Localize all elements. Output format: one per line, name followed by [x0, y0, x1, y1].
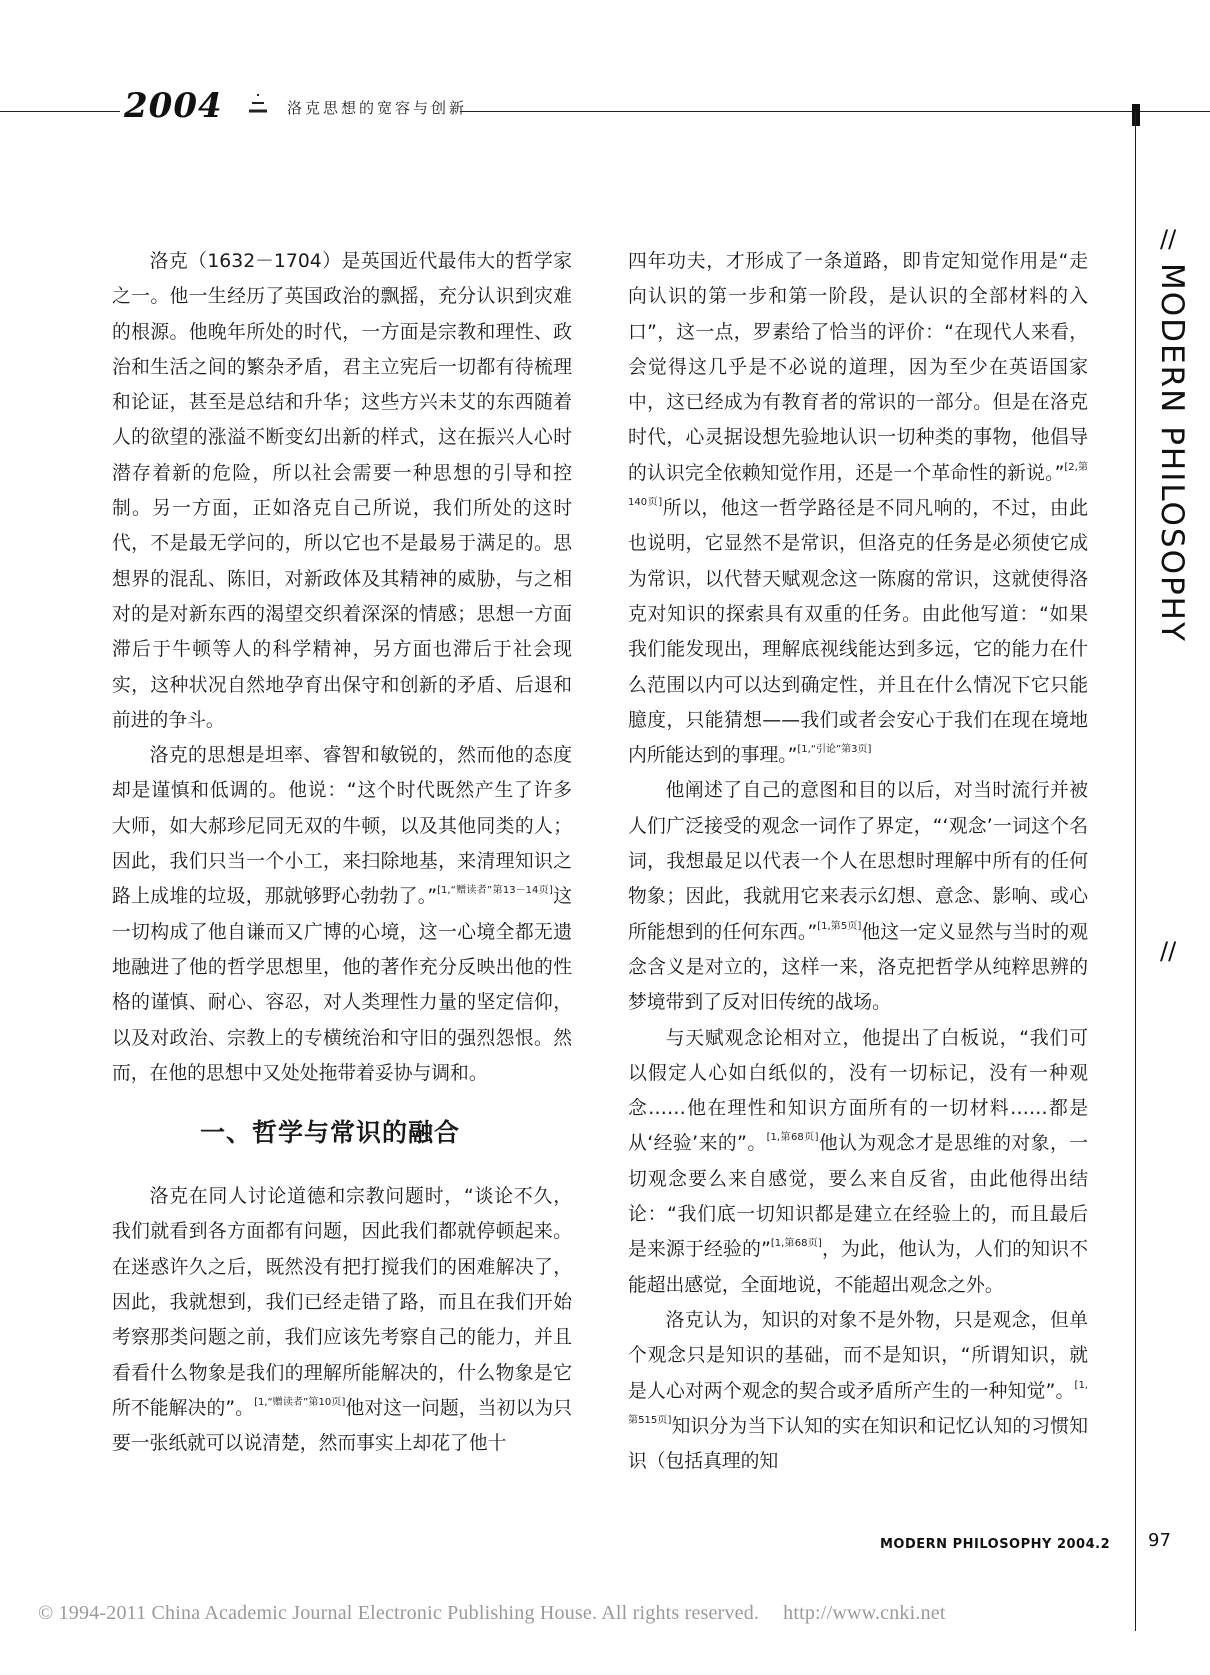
side-journal-name: MODERN PHILOSOPHY	[1154, 263, 1190, 643]
paragraph-continued	[628, 244, 1088, 773]
header-rule-right	[460, 111, 1210, 112]
header-article-title: 洛克思想的宽容与创新	[287, 99, 468, 117]
citation: [1,第515页]	[628, 1379, 1088, 1426]
left-column	[112, 244, 572, 1462]
copyright-notice	[38, 1602, 946, 1625]
header-ornament-icon	[246, 92, 270, 118]
paragraph-text: 他对这一问题，当初以为只要一张纸就可以说清楚，然而事实上却花了他十	[112, 1397, 573, 1455]
paragraph-knowledge	[628, 1303, 1088, 1479]
citation: [1,第68页]	[766, 1132, 819, 1144]
citation: [2,第140页]	[628, 461, 1088, 509]
paragraph-text: 这一切构成了他自谦而又广博的心境，这一心境全都无遗地融进了他的哲学思想里，他的著作充分反映出他的性格的谨慎、耐心、容忍，对人类理性力量的坚定信仰，以及对政治、宗教上的专横统治和守旧的强烈怨恨。然而，在他的思想中又处处拖带着妥协与调和。	[112, 886, 573, 1084]
right-column	[628, 244, 1088, 1479]
citation: [1,“引论”第3页]	[797, 744, 872, 756]
slash-mark-bottom: //	[1160, 937, 1177, 965]
paragraph-text: 洛克在同人讨论道德和宗教问题时，“谈论不久，我们就看到各方面都有问题，因此我们都就停顿起来。在迷惑许久之后，既然没有把打搅我们的困难解决了，因此，我就想到，我们已经走错了路，而且在我们开始考察那类问题之前，我们应该先考察自己的能力，并且看看什么物象是我们的理解所能解决的，什么物象是它所不能解决的”。	[112, 1186, 572, 1419]
paragraph-text: 他认为观念才是思维的对象，一切观念要么来自感觉，要么来自反省，由此他得出结论：“我们底一切知识都是建立在经验上的，而且最后是来源于经验的”	[628, 1133, 1089, 1261]
citation: [1,“赠读者”第13－14页]	[437, 885, 553, 897]
paragraph-text: 洛克的思想是坦率、睿智和敏锐的，然而他的态度却是谨慎和低调的。他说：“这个时代既然产生了许多大师，如大郝珍尼同无双的牛顿，以及其他同类的人；因此，我们只当一个小工，来扫除地基，来清理知识之路上成堆的垃圾，那就够野心勃勃了。”	[112, 745, 572, 908]
paragraph-text: 洛克认为，知识的对象不是外物，只是观念，但单个观念只是知识的基础，而不是知识，“所谓知识，就是人心对两个观念的契合或矛盾所产生的一种知觉”。	[628, 1309, 1088, 1402]
paragraph-tabula-rasa	[628, 1021, 1088, 1303]
copyright-text: © 1994-2011 China Academic Journal Electronic Publishing House. All rights reserved.	[38, 1602, 760, 1624]
header-rule-left	[0, 111, 120, 112]
paragraph-text: 与天赋观念论相对立，他提出了白板说，“我们可以假定人心如白纸似的，没有一切标记，没有一种观念……他在理性和知识方面所有的一切材料……都是从‘经验’来的”。	[628, 1027, 1088, 1155]
paragraph-idea-definition	[628, 773, 1088, 1020]
paragraph-text: 他这一定义显然与当时的观念含义是对立的，这样一来，洛克把哲学从纯粹思辨的梦境带到了反对旧传统的战场。	[628, 921, 1089, 1014]
page-number: 97	[1148, 1530, 1171, 1551]
paragraph-text: 四年功夫，才形成了一条道路，即肯定知觉作用是“走向认识的第一步和第一阶段，是认识的全部材料的入口”，这一点，罗素给了恰当的评价：“在现代人来看，会觉得这几乎是不必说的道理，因为至少在英语国家中，这已经成为有教育者的常识的一部分。但是在洛克时代，心灵据设想先验地认识一切种类的事物，他倡导的认识完全依赖知觉作用，还是一个革命性的新说。”	[628, 251, 1088, 484]
corner-tick-mark	[1132, 104, 1140, 126]
paragraph-intro: 洛克（1632－1704）是英国近代最伟大的哲学家之一。他一生经历了英国政治的飘摇，充分认识到灾难的根源。他晚年所处的时代，一方面是宗教和理性、政治和生活之间的繁杂矛盾，君主立宪后一切都有待梳理和论证，甚至是总结和升华；这些方兴未艾的东西随着人的欲望的涨溢不断变幻出新的样式，这在振兴人心时潜存着新的危险，所以社会需要一种思想的引导和控制。另一方面，正如洛克自己所说，我们所处的这时代，不是最无学问的，所以它也不是最易于满足的。思想界的混乱、陈旧，对新政体及其精神的威胁，与之相对的是对新东西的渴望交织着深深的情感；思想一方面滞后于牛顿等人的科学精神，另方面也滞后于社会现实，这种状况自然地孕育出保守和创新的矛盾、后退和前进的争斗。	[112, 251, 572, 731]
section-heading: 一、哲学与常识的融合	[200, 1118, 461, 1148]
paragraph-text: 他阐述了自己的意图和目的以后，对当时流行并被人们广泛接受的观念一词作了界定，“‘观念’一词这个名词，我想最足以代表一个人在思想时理解中所有的任何物象；因此，我就用它来表示幻想、意念、影响、或心所能想到的任何东西。”	[628, 780, 1088, 943]
citation: [1,“赠读者”第10页]	[254, 1396, 346, 1408]
slash-mark-top: //	[1160, 225, 1177, 253]
paragraph-attitude	[112, 738, 572, 1091]
footer-journal-issue: MODERN PHILOSOPHY 2004.2	[880, 1537, 1111, 1552]
paragraph-text: 知识分为当下认知的实在知识和记忆认知的习惯知识（包括真理的知	[628, 1415, 1088, 1473]
paragraph-text: ，为此，他认为，人们的知识不能超出感觉，全面地说，不能超出观念之外。	[628, 1239, 1089, 1296]
citation: [1,第68页]	[770, 1238, 822, 1250]
margin-rule	[1135, 111, 1136, 1631]
citation: [1,第5页]	[817, 920, 862, 932]
copyright-url[interactable]: http://www.cnki.net	[783, 1602, 946, 1624]
paragraph-text: 所以，他这一哲学路径是不同凡响的，不过，由此也说明，它显然不是常识，但洛克的任务是必须使它成为常识，以代替天赋观念这一陈腐的常识，这就使得洛克对知识的探索具有双重的任务。由此他写道：“如果我们能发现出，理解底视线能达到多远，它的能力在什么范围以内可以达到确定性，并且在什么情况下它只能臆度，只能猜想——我们或者会安心于我们在现在境地内所能达到的事理。”	[628, 498, 1088, 767]
paragraph-discussion	[112, 1179, 572, 1461]
side-journal-label	[1140, 225, 1200, 985]
header-year: 2004	[124, 86, 223, 126]
